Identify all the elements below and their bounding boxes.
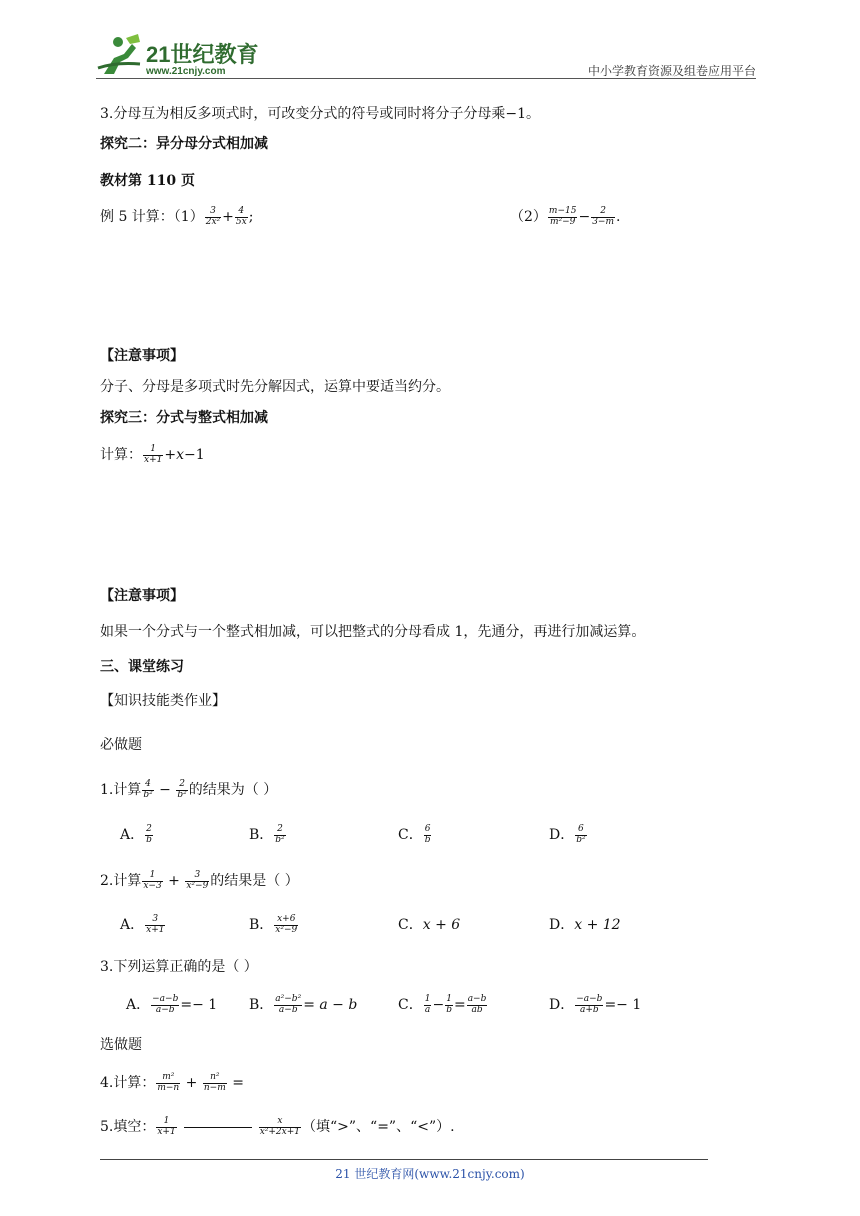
- fraction: $\frac{1}{x+1}$: [157, 1115, 176, 1137]
- note-text-1: 分子、分母是多项式时先分解因式，运算中要适当约分。: [100, 379, 450, 395]
- fraction: $\frac{4}{\text{b²}}$: [143, 778, 153, 800]
- note-text-2: 如果一个分式与一个整式相加减，可以把整式的分母看成 1，先通分，再进行加减运算。: [100, 624, 646, 640]
- q3-option-a[interactable]: A． $\frac{-a-b}{a-b}$ =− 1: [126, 993, 218, 1015]
- fraction: $\frac{\text{n²}}{n-m}$: [203, 1071, 226, 1093]
- line-1: 3.分母互为相反多项式时，可改变分式的符号或同时将分子分母乘−1。: [100, 106, 540, 122]
- knowledge-heading: 【知识技能类作业】: [100, 693, 226, 709]
- fraction: $\frac{2}{3-m}$: [592, 205, 614, 227]
- fraction: $\frac{2}{\text{b²}}$: [177, 778, 187, 800]
- option-label: B．: [249, 997, 274, 1013]
- option-label: C．: [398, 997, 423, 1013]
- question-2: 2.计算 $\frac{1}{x-3}$ + $\frac{3}{\text{x²−9}}$ 的结果是（ ）: [100, 869, 299, 891]
- option-label: D．: [549, 997, 575, 1013]
- question-2-suffix: 的结果是（ ）: [210, 873, 299, 889]
- note-heading-1: 【注意事项】: [100, 348, 184, 364]
- optional-heading: 选做题: [100, 1037, 142, 1053]
- heading-explore-2: 探究二：异分母分式相加减: [100, 136, 268, 152]
- required-heading: 必做题: [100, 737, 142, 753]
- question-1: 1.计算 $\frac{4}{\text{b²}}$ − $\frac{2}{\text{b²}}$ 的结果为（ ）: [100, 778, 278, 800]
- heading-explore-3: 探究三：分式与整式相加减: [100, 410, 268, 426]
- question-1-prefix: 1.计算: [100, 782, 142, 798]
- q2-option-b[interactable]: B． $\frac{x+6}{\text{x²−9}}$: [249, 913, 298, 935]
- option-value: x + 6: [422, 917, 461, 933]
- fraction: $\frac{x}{\text{x²+2x+1}}$: [259, 1115, 300, 1137]
- q3-option-b[interactable]: B． $\frac{\text{a²−b²}}{a-b}$ = a − b: [249, 993, 358, 1015]
- question-5-prefix: 5.填空：: [100, 1119, 156, 1135]
- option-value: x + 12: [574, 917, 621, 933]
- question-3: 3.下列运算正确的是（ ）: [100, 959, 258, 975]
- example-5-part-2: （2） $\frac{m-15}{\text{m²−9}}$ − $\frac{2}{3-m}$ .: [510, 205, 621, 227]
- q1-option-a[interactable]: A． $\frac{2}{b}$: [120, 823, 152, 845]
- q2-option-c[interactable]: [398, 914, 460, 934]
- question-5-suffix: （填“>”、“=”、“<”）.: [302, 1119, 455, 1135]
- fraction: $\frac{3}{\text{x²−9}}$: [186, 869, 209, 891]
- fraction: $\frac{1}{x+1}$: [144, 443, 163, 465]
- q3-option-d[interactable]: D． $\frac{-a-b}{a+b}$ =− 1: [549, 993, 642, 1015]
- fraction: $\frac{1}{x-3}$: [143, 869, 162, 891]
- fraction: $\frac{3}{\text{2x²}}$: [205, 205, 221, 227]
- fill-in-blank[interactable]: [184, 1127, 252, 1128]
- option-value: = a − b: [303, 997, 358, 1013]
- fraction: $\frac{\text{m²}}{m-n}$: [157, 1071, 180, 1093]
- logo-title: 21世纪教育: [146, 42, 259, 67]
- footer-divider: [100, 1159, 708, 1160]
- note-heading-2: 【注意事项】: [100, 588, 184, 604]
- header-divider: [96, 78, 756, 79]
- calc-label: 计算：: [100, 447, 142, 463]
- option-label: B．: [249, 827, 274, 843]
- q1-option-b[interactable]: B． $\frac{2}{\text{b²}}$: [249, 823, 285, 845]
- calc-expression: 计算： $\frac{1}{x+1}$ +x−1: [100, 443, 205, 465]
- q3-option-c[interactable]: C． $\frac{1}{a}$ − $\frac{1}{b}$ = $\frac{a-b}{ab}$: [398, 993, 487, 1015]
- option-label: C．: [398, 917, 423, 933]
- question-1-suffix: 的结果为（ ）: [188, 782, 278, 798]
- option-value: =− 1: [180, 997, 218, 1013]
- option-label: D．: [549, 917, 575, 933]
- q2-option-a[interactable]: A． $\frac{3}{x+1}$: [120, 913, 165, 935]
- logo: [96, 34, 266, 80]
- header-platform-text: 中小学教育资源及组卷应用平台: [587, 64, 756, 78]
- logo-url: www.21cnjy.com: [146, 66, 226, 77]
- option-value: =− 1: [604, 997, 642, 1013]
- question-4-prefix: 4.计算：: [100, 1075, 156, 1091]
- option-label: A．: [126, 997, 151, 1013]
- example-5-label: 例 5 计算：（1）: [100, 209, 204, 225]
- option-label: A．: [120, 827, 145, 843]
- example-5-part-2-label: （2）: [510, 209, 547, 225]
- question-4: 4.计算： $\frac{\text{m²}}{m-n}$ + $\frac{\text{n²}}{n-m}$ =: [100, 1071, 244, 1093]
- section-3-heading: 三、课堂练习: [100, 659, 184, 675]
- question-2-prefix: 2.计算: [100, 873, 142, 889]
- example-5: 例 5 计算：（1） $\frac{3}{\text{2x²}}$ + $\frac{4}{5x}$ ;: [100, 205, 254, 227]
- q1-option-c[interactable]: C． $\frac{6}{b}$: [398, 823, 431, 845]
- option-label: B．: [249, 917, 274, 933]
- footer-text[interactable]: 21 世纪教育网(www.21cnjy.com): [335, 1167, 525, 1181]
- option-label: C．: [398, 827, 423, 843]
- option-label: A．: [120, 917, 145, 933]
- question-5: [100, 1116, 455, 1137]
- q2-option-d[interactable]: [549, 914, 621, 934]
- fraction: $\frac{m-15}{\text{m²−9}}$: [548, 205, 577, 227]
- fraction: $\frac{4}{5x}$: [235, 205, 247, 227]
- q1-option-d[interactable]: D． $\frac{6}{\text{b²}}$: [549, 823, 586, 845]
- option-label: D．: [549, 827, 575, 843]
- textbook-page: 教材第 110 页: [100, 173, 195, 189]
